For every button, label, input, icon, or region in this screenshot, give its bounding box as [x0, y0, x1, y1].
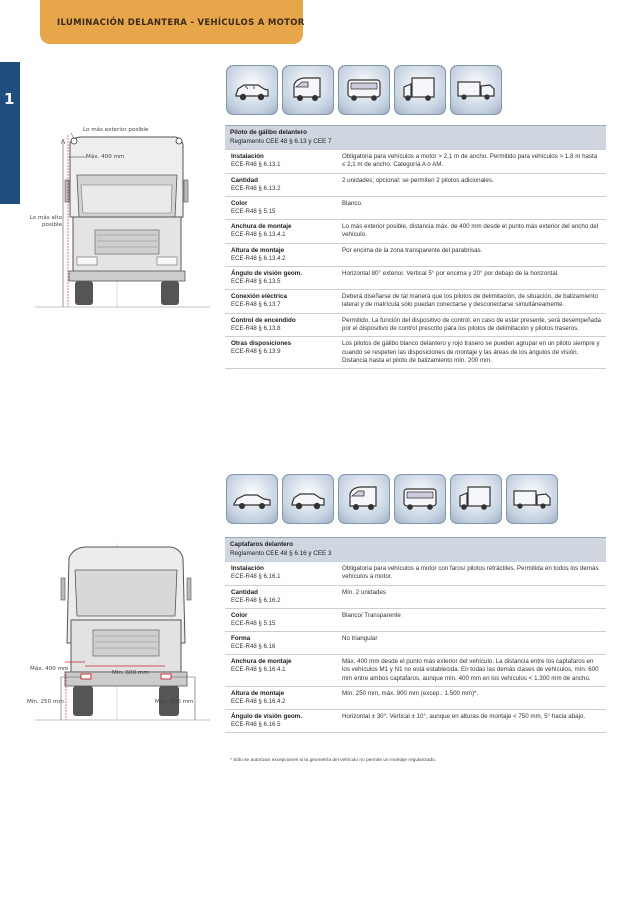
annot-highest: Lo más alto posible	[29, 215, 62, 229]
annot-max-900: Máx. 900 mm	[155, 699, 194, 705]
table-row	[225, 173, 606, 196]
table-row	[225, 243, 606, 266]
bus-icon	[394, 474, 446, 524]
figure-front-reflector	[25, 538, 220, 723]
annot-min-600: Mín. 600 mm	[112, 670, 149, 676]
annot-min-250: Mín. 250 mm	[27, 699, 64, 705]
table-row	[225, 313, 606, 337]
row-ref: ECE-R48 § 5.15	[231, 207, 276, 215]
row-name: Otras disposiciones	[231, 340, 292, 348]
row-value: Los pilotos de gálibo blanco delantero y rojo trasero se pueden agrupar en un piloto siempre y cuando se respeten las disposiciones de montaje y las áreas de los ángulos de visión. Distancia hasta el piloto de balizamiento mín. 200 mm.	[342, 340, 600, 364]
row-value: Horizontal 80° exterior. Vertical 5° por encima y 20° por debajo de la horizontal.	[342, 269, 559, 277]
table-regulation: Reglamento CEE 48 § 6.16 y CEE 3	[230, 549, 332, 557]
table-header	[225, 537, 606, 561]
row-ref: ECE-R48 § 6.16.4.2	[231, 698, 286, 706]
table-row	[225, 585, 606, 608]
row-ref: ECE-R48 § 6.13.9	[231, 348, 281, 356]
table-row	[225, 289, 606, 313]
table-row	[225, 709, 606, 733]
table-regulation: Reglamento CEE 48 § 6.13 y CEE 7	[230, 137, 332, 145]
truck-icon	[450, 474, 502, 524]
van-icon	[282, 65, 334, 115]
row-value: Horizontal ± 30°. Vertical ± 10°, aunque en alturas de montaje < 750 mm, 5° hacia abajo.	[342, 713, 586, 721]
annot-max-400: Máx. 400 mm	[30, 666, 69, 672]
row-name: Altura de montaje	[231, 690, 285, 698]
row-value: Mín. 250 mm, máx. 900 mm (excep.: 1.500 mm)*.	[342, 690, 479, 698]
row-ref: ECE-R48 § 5.15	[231, 619, 276, 627]
table-row	[225, 219, 606, 243]
table-clearance-lamp	[225, 125, 606, 369]
annot-max-400: Máx. 400 mm	[86, 154, 125, 160]
row-ref: ECE-R48 § 6.16.4.1	[231, 666, 286, 674]
row-ref: ECE-R48 § 6.13.2	[231, 184, 281, 192]
row-value: Máx. 400 mm desde el punto más exterior del vehículo. La distancia entre los captafaros en los vehículos M1 y N1 no está establecida. En todas las demás clases de vehículos, mín. 600 mm entre ambos captafaros, aunque mín. 400 mm en los vehículos < 1.300 mm de ancho.	[342, 658, 599, 682]
row-ref: ECE-R48 § 6.13.4.1	[231, 231, 286, 239]
row-value: No triangular	[342, 634, 378, 642]
row-value: Deberá diseñarse de tal manera que los pilotos de delimitación, de situación, de balizamiento lateral y de matrícula sólo puedan conectarse y desconectarse simultáneamente.	[342, 292, 598, 309]
row-name: Anchura de montaje	[231, 658, 292, 665]
table-row	[225, 149, 606, 173]
row-ref: ECE-R48 § 6.16	[231, 643, 276, 651]
bus-icon	[338, 65, 390, 115]
annot-most-exterior: Lo más exterior posible	[83, 127, 149, 133]
footnote: * Sólo se autorizan excepciones si la geometría del vehículo no permite un montaje regularizado.	[230, 758, 437, 763]
row-ref: ECE-R48 § 6.13.8	[231, 324, 281, 332]
van-icon	[338, 474, 390, 524]
row-name: Cantidad	[231, 176, 258, 184]
vehicle-icons-bottom	[226, 474, 558, 524]
row-value: Por encima de la zona transparente del parabrisas.	[342, 246, 483, 254]
vehicle-icons-top	[226, 65, 502, 115]
row-value: Obligatoria para vehículos a motor con faros/ pilotos retráctiles. Permitida en todos los demás vehículos a motor.	[342, 565, 599, 581]
table-row	[225, 686, 606, 709]
page-title: ILUMINACIÓN DELANTERA - VEHÍCULOS A MOTOR	[57, 18, 305, 28]
table-row	[225, 196, 606, 219]
row-ref: ECE-R48 § 6.16.5	[231, 721, 281, 729]
table-front-reflector	[225, 537, 606, 733]
row-value: Lo más exterior posible, distancia máx. de 400 mm desde el punto más exterior del ancho del vehículo.	[342, 222, 599, 239]
car-icon	[282, 474, 334, 524]
row-name: Control de encendido	[231, 316, 296, 324]
row-value: 2 unidades; opcional: se permiten 2 pilotos adicionales.	[342, 176, 494, 184]
row-ref: ECE-R48 § 6.13.7	[231, 300, 281, 308]
row-name: Anchura de montaje	[231, 222, 292, 230]
table-row	[225, 631, 606, 654]
row-name: Color	[231, 199, 248, 207]
row-value: Obligatoria para vehículos a motor > 2,1 m de ancho. Permitido para vehículos > 1,8 m hasta ≤ 2,1 m de ancho. Categoría A o AM.	[342, 153, 598, 169]
table-row	[225, 654, 606, 686]
truck-icon	[394, 65, 446, 115]
table-row	[225, 266, 606, 289]
table-title: Piloto de gálibo delantero	[230, 129, 307, 136]
truck-trailer-icon	[506, 474, 558, 524]
row-name: Ángulo de visión geom.	[231, 269, 303, 277]
row-value: Mín. 2 unidades	[342, 588, 387, 596]
section-tab	[0, 62, 20, 204]
row-name: Instalación	[231, 565, 264, 572]
row-ref: ECE-R48 § 6.13.5	[231, 277, 281, 285]
table-title: Captafaros delantero	[230, 541, 293, 548]
row-ref: ECE-R48 § 6.16.2	[231, 596, 281, 604]
row-name: Cantidad	[231, 588, 258, 596]
table-row	[225, 561, 606, 585]
row-value: Permitido. La función del dispositivo de control, en caso de estar presente, será desempeñada por el dispositivo de control prescrito para los pilotos de delimitación y pilotos traseros.	[342, 316, 601, 332]
sedan-icon	[226, 474, 278, 524]
row-name: Color	[231, 611, 248, 619]
row-name: Instalación	[231, 153, 264, 160]
row-value: Blanco.	[342, 199, 363, 207]
row-name: Forma	[231, 634, 251, 642]
table-row	[225, 336, 606, 369]
table-row	[225, 608, 606, 631]
row-name: Ángulo de visión geom.	[231, 713, 303, 721]
row-ref: ECE-R48 § 6.13.4.2	[231, 254, 286, 262]
row-ref: ECE-R48 § 6.13.1	[231, 161, 281, 169]
truck-trailer-icon	[450, 65, 502, 115]
car-icon	[226, 65, 278, 115]
row-value: Blanco/ Transparente	[342, 611, 401, 619]
row-name: Altura de montaje	[231, 246, 285, 254]
row-ref: ECE-R48 § 6.16.1	[231, 573, 281, 581]
table-header	[225, 125, 606, 149]
section-number: 1	[4, 90, 15, 108]
row-name: Conexión eléctrica	[231, 292, 287, 300]
